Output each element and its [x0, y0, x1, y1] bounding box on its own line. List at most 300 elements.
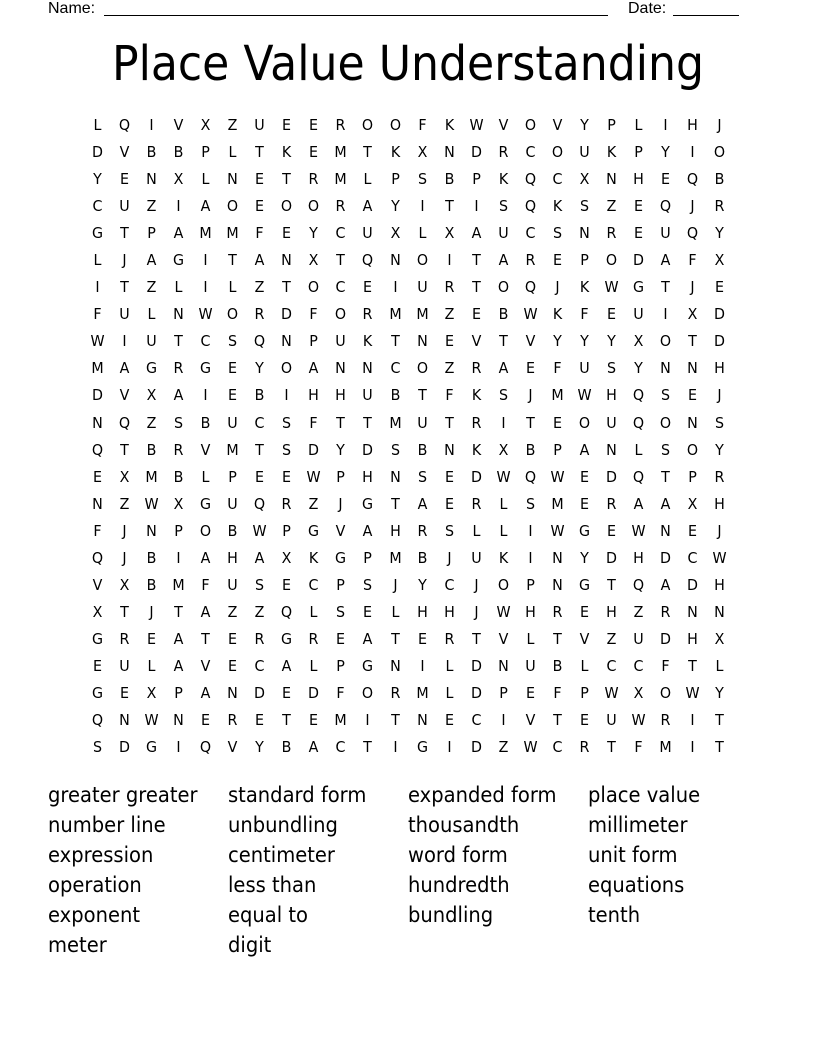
grid-cell[interactable]: U	[227, 413, 238, 432]
grid-cell[interactable]: Z	[146, 197, 157, 216]
grid-cell[interactable]: C	[390, 359, 401, 378]
grid-cell[interactable]: O	[713, 143, 726, 162]
grid-cell[interactable]: L	[445, 683, 454, 702]
grid-cell[interactable]: O	[362, 116, 374, 134]
grid-cell[interactable]: C	[552, 738, 563, 757]
grid-cell[interactable]: I	[663, 116, 668, 134]
grid-cell[interactable]: W	[685, 683, 700, 702]
grid-cell[interactable]: K	[498, 548, 508, 567]
grid-cell[interactable]: I	[447, 738, 452, 757]
grid-cell[interactable]: N	[146, 170, 157, 189]
grid-cell[interactable]: N	[146, 521, 157, 540]
grid-cell[interactable]: F	[309, 305, 319, 324]
grid-cell[interactable]: Q	[524, 467, 536, 486]
grid-cell[interactable]: W	[577, 386, 592, 405]
grid-cell[interactable]: R	[471, 494, 482, 513]
grid-cell[interactable]: A	[200, 602, 211, 621]
grid-cell[interactable]: M	[415, 305, 429, 324]
grid-cell[interactable]: M	[388, 413, 402, 432]
grid-cell[interactable]: N	[119, 711, 130, 730]
grid-cell[interactable]: K	[471, 386, 481, 405]
grid-cell[interactable]: J	[122, 251, 127, 270]
grid-cell[interactable]: R	[254, 305, 265, 324]
grid-cell[interactable]: M	[388, 305, 402, 324]
grid-cell[interactable]: K	[471, 440, 481, 459]
grid-cell[interactable]: O	[416, 251, 428, 270]
grid-cell[interactable]: H	[308, 386, 320, 405]
grid-cell[interactable]: K	[552, 197, 562, 216]
grid-cell[interactable]: Z	[227, 602, 238, 621]
grid-cell[interactable]: O	[308, 278, 320, 297]
grid-cell[interactable]: O	[362, 683, 374, 702]
grid-cell[interactable]: Q	[632, 575, 645, 594]
grid-cell[interactable]: C	[444, 575, 455, 594]
grid-cell[interactable]: B	[146, 575, 157, 594]
grid-cell[interactable]: D	[470, 738, 482, 757]
grid-cell[interactable]: O	[605, 251, 618, 270]
grid-cell[interactable]: P	[580, 251, 589, 270]
grid-cell[interactable]: M	[334, 170, 348, 189]
grid-cell[interactable]: A	[363, 197, 373, 216]
grid-cell[interactable]: Z	[498, 738, 509, 757]
grid-cell[interactable]: A	[309, 738, 319, 757]
grid-cell[interactable]: N	[443, 143, 455, 162]
grid-cell[interactable]: Q	[524, 278, 536, 297]
grid-cell[interactable]: T	[336, 413, 346, 432]
grid-cell[interactable]: E	[552, 413, 562, 432]
grid-cell[interactable]: Q	[632, 467, 645, 486]
grid-cell[interactable]: J	[474, 575, 479, 594]
grid-cell[interactable]: G	[578, 575, 590, 594]
grid-cell[interactable]: D	[714, 332, 726, 351]
grid-cell[interactable]: D	[92, 386, 104, 405]
grid-cell[interactable]: S	[363, 575, 373, 594]
grid-cell[interactable]: E	[120, 170, 130, 189]
grid-cell[interactable]: W	[604, 683, 619, 702]
grid-cell[interactable]: F	[255, 224, 264, 243]
grid-cell[interactable]: W	[523, 305, 538, 324]
grid-cell[interactable]: V	[173, 116, 184, 134]
grid-cell[interactable]: X	[687, 494, 698, 513]
grid-cell[interactable]: M	[551, 494, 564, 513]
grid-cell[interactable]: L	[634, 116, 643, 134]
grid-cell[interactable]: G	[146, 359, 158, 378]
grid-cell[interactable]: F	[309, 413, 319, 432]
grid-cell[interactable]: H	[714, 575, 725, 594]
grid-cell[interactable]: A	[119, 359, 130, 378]
grid-cell[interactable]: E	[282, 575, 292, 594]
grid-cell[interactable]: E	[93, 656, 103, 675]
grid-cell[interactable]: X	[92, 602, 103, 621]
grid-cell[interactable]: O	[551, 143, 563, 162]
grid-cell[interactable]: Q	[91, 440, 104, 459]
grid-cell[interactable]: D	[119, 738, 131, 757]
grid-cell[interactable]: H	[687, 116, 698, 134]
grid-cell[interactable]: J	[149, 602, 154, 621]
grid-cell[interactable]: T	[552, 711, 562, 730]
grid-cell[interactable]: C	[471, 711, 482, 730]
grid-cell[interactable]: N	[714, 602, 725, 621]
grid-cell[interactable]: X	[173, 170, 184, 189]
grid-cell[interactable]: O	[578, 413, 590, 432]
grid-cell[interactable]: T	[417, 386, 427, 405]
grid-cell[interactable]: S	[579, 197, 589, 216]
grid-cell[interactable]: P	[688, 467, 697, 486]
grid-cell[interactable]: T	[715, 711, 724, 730]
grid-cell[interactable]: T	[498, 332, 508, 351]
grid-cell[interactable]: E	[309, 143, 319, 162]
grid-cell[interactable]: G	[362, 656, 374, 675]
grid-cell[interactable]: R	[281, 494, 292, 513]
grid-cell[interactable]: M	[226, 224, 239, 243]
grid-cell[interactable]: C	[335, 224, 346, 243]
grid-cell[interactable]: Q	[118, 116, 131, 134]
grid-cell[interactable]: O	[497, 278, 509, 297]
grid-cell[interactable]: R	[444, 278, 455, 297]
grid-cell[interactable]: P	[282, 521, 292, 540]
grid-cell[interactable]: F	[336, 683, 346, 702]
grid-cell[interactable]: A	[309, 359, 319, 378]
grid-cell[interactable]: B	[390, 386, 400, 405]
grid-cell[interactable]: U	[579, 143, 590, 162]
grid-cell[interactable]: R	[471, 359, 482, 378]
grid-cell[interactable]: X	[687, 305, 698, 324]
grid-cell[interactable]: T	[661, 278, 670, 297]
grid-cell[interactable]: T	[336, 251, 346, 270]
grid-cell[interactable]: N	[579, 224, 590, 243]
grid-cell[interactable]: P	[607, 116, 616, 134]
grid-cell[interactable]: O	[659, 683, 672, 702]
grid-cell[interactable]: C	[525, 224, 536, 243]
grid-cell[interactable]: T	[607, 738, 616, 757]
grid-cell[interactable]: O	[227, 197, 239, 216]
grid-cell[interactable]: N	[497, 656, 509, 675]
grid-cell[interactable]: U	[633, 305, 644, 324]
grid-cell[interactable]: P	[174, 521, 183, 540]
grid-cell[interactable]: N	[606, 170, 617, 189]
grid-cell[interactable]: J	[392, 575, 398, 594]
grid-cell[interactable]: X	[173, 494, 184, 513]
grid-cell[interactable]: X	[633, 683, 644, 702]
grid-cell[interactable]: P	[553, 440, 562, 459]
grid-cell[interactable]: W	[496, 467, 511, 486]
grid-cell[interactable]: X	[714, 629, 725, 648]
grid-cell[interactable]: T	[363, 413, 373, 432]
grid-cell[interactable]: T	[174, 602, 184, 621]
grid-cell[interactable]: W	[198, 305, 213, 324]
grid-cell[interactable]: T	[390, 629, 400, 648]
grid-cell[interactable]: O	[227, 305, 239, 324]
grid-cell[interactable]: D	[470, 467, 482, 486]
grid-cell[interactable]: B	[281, 738, 292, 757]
grid-cell[interactable]: T	[390, 332, 400, 351]
grid-cell[interactable]: U	[362, 386, 374, 405]
grid-cell[interactable]: H	[443, 602, 455, 621]
grid-cell[interactable]: I	[365, 711, 371, 730]
grid-cell[interactable]: P	[580, 683, 589, 702]
grid-cell[interactable]: S	[660, 386, 671, 405]
grid-cell[interactable]: E	[579, 494, 589, 513]
grid-cell[interactable]: A	[200, 197, 211, 216]
grid-cell[interactable]: M	[91, 359, 104, 378]
grid-cell[interactable]: Z	[254, 602, 265, 621]
grid-cell[interactable]: E	[201, 711, 211, 730]
grid-cell[interactable]: N	[92, 413, 103, 432]
grid-cell[interactable]: V	[336, 521, 346, 540]
grid-cell[interactable]: D	[714, 305, 726, 324]
grid-cell[interactable]: N	[416, 332, 428, 351]
grid-cell[interactable]: S	[525, 494, 535, 513]
grid-cell[interactable]: D	[470, 143, 482, 162]
grid-cell[interactable]: K	[444, 116, 454, 134]
grid-cell[interactable]: P	[336, 656, 346, 675]
grid-cell[interactable]: D	[470, 683, 482, 702]
grid-cell[interactable]: U	[416, 413, 428, 432]
grid-cell[interactable]: Z	[227, 116, 238, 134]
grid-cell[interactable]: T	[282, 278, 292, 297]
grid-cell[interactable]: L	[147, 656, 156, 675]
grid-cell[interactable]: T	[228, 251, 238, 270]
grid-cell[interactable]: I	[122, 332, 127, 351]
grid-cell[interactable]: T	[201, 629, 211, 648]
grid-cell[interactable]: E	[579, 467, 589, 486]
grid-cell[interactable]: L	[391, 602, 400, 621]
grid-cell[interactable]: T	[390, 494, 400, 513]
grid-cell[interactable]: R	[660, 711, 671, 730]
grid-cell[interactable]: I	[690, 143, 695, 162]
grid-cell[interactable]: R	[525, 251, 536, 270]
grid-cell[interactable]: R	[227, 711, 238, 730]
grid-cell[interactable]: K	[498, 170, 508, 189]
grid-cell[interactable]: O	[659, 332, 672, 351]
grid-cell[interactable]: L	[228, 143, 237, 162]
grid-cell[interactable]: I	[95, 278, 100, 297]
grid-cell[interactable]: Y	[390, 197, 400, 216]
grid-cell[interactable]: U	[119, 197, 130, 216]
grid-cell[interactable]: E	[93, 467, 103, 486]
grid-cell[interactable]: E	[471, 305, 481, 324]
grid-cell[interactable]: N	[551, 575, 563, 594]
grid-cell[interactable]: J	[717, 521, 722, 540]
grid-cell[interactable]: W	[712, 548, 727, 567]
grid-cell[interactable]: G	[173, 251, 185, 270]
grid-cell[interactable]: E	[525, 359, 535, 378]
grid-cell[interactable]: E	[255, 170, 265, 189]
grid-cell[interactable]: M	[334, 711, 348, 730]
grid-cell[interactable]: W	[469, 116, 484, 134]
grid-cell[interactable]: Q	[362, 251, 374, 270]
grid-cell[interactable]: S	[228, 332, 238, 351]
grid-cell[interactable]: A	[660, 575, 671, 594]
grid-cell[interactable]: R	[714, 467, 725, 486]
grid-cell[interactable]: U	[227, 575, 238, 594]
grid-cell[interactable]: C	[308, 575, 319, 594]
grid-cell[interactable]: C	[335, 278, 346, 297]
grid-cell[interactable]: A	[173, 656, 184, 675]
grid-cell[interactable]: T	[525, 413, 535, 432]
grid-cell[interactable]: E	[715, 278, 725, 297]
grid-cell[interactable]: U	[606, 413, 617, 432]
grid-cell[interactable]: W	[144, 494, 159, 513]
grid-cell[interactable]: N	[443, 440, 455, 459]
grid-cell[interactable]: E	[255, 197, 265, 216]
grid-cell[interactable]: O	[308, 197, 320, 216]
grid-cell[interactable]: A	[173, 386, 184, 405]
grid-cell[interactable]: T	[363, 738, 373, 757]
grid-cell[interactable]: J	[447, 548, 452, 567]
grid-cell[interactable]: N	[227, 683, 239, 702]
grid-cell[interactable]: R	[606, 224, 617, 243]
grid-cell[interactable]: X	[119, 467, 130, 486]
grid-cell[interactable]: Q	[659, 197, 672, 216]
grid-cell[interactable]: A	[579, 440, 590, 459]
grid-cell[interactable]: I	[419, 656, 425, 675]
grid-cell[interactable]: C	[254, 656, 265, 675]
grid-cell[interactable]: L	[309, 602, 318, 621]
grid-cell[interactable]: Y	[607, 332, 616, 351]
grid-cell[interactable]: P	[309, 332, 319, 351]
grid-cell[interactable]: S	[255, 575, 265, 594]
grid-cell[interactable]: H	[362, 467, 374, 486]
grid-cell[interactable]: I	[419, 197, 425, 216]
grid-cell[interactable]: B	[227, 521, 238, 540]
grid-cell[interactable]: Y	[552, 332, 562, 351]
grid-cell[interactable]: P	[174, 683, 183, 702]
grid-cell[interactable]: Z	[254, 278, 265, 297]
grid-cell[interactable]: G	[91, 683, 104, 702]
grid-cell[interactable]: F	[417, 116, 427, 134]
grid-cell[interactable]: X	[309, 251, 319, 270]
grid-cell[interactable]: D	[687, 575, 699, 594]
grid-cell[interactable]: E	[228, 386, 238, 405]
grid-cell[interactable]: T	[255, 143, 265, 162]
grid-cell[interactable]: E	[309, 711, 319, 730]
grid-cell[interactable]: V	[119, 386, 130, 405]
grid-cell[interactable]: Q	[91, 548, 104, 567]
grid-cell[interactable]: S	[417, 467, 427, 486]
grid-cell[interactable]: L	[364, 170, 372, 189]
grid-cell[interactable]: U	[579, 359, 590, 378]
grid-cell[interactable]: T	[552, 629, 562, 648]
grid-cell[interactable]: N	[389, 467, 401, 486]
grid-cell[interactable]: C	[606, 656, 617, 675]
grid-cell[interactable]: A	[660, 494, 671, 513]
grid-cell[interactable]: O	[389, 116, 401, 134]
grid-cell[interactable]: R	[119, 629, 130, 648]
grid-cell[interactable]: X	[281, 548, 292, 567]
grid-cell[interactable]: T	[282, 711, 292, 730]
grid-cell[interactable]: N	[687, 602, 698, 621]
grid-cell[interactable]: O	[416, 359, 428, 378]
grid-cell[interactable]: T	[688, 656, 697, 675]
grid-cell[interactable]: L	[418, 224, 427, 243]
grid-cell[interactable]: E	[633, 197, 643, 216]
grid-cell[interactable]: T	[715, 738, 724, 757]
grid-cell[interactable]: I	[203, 386, 208, 405]
grid-cell[interactable]: E	[688, 521, 698, 540]
grid-cell[interactable]: X	[417, 143, 427, 162]
grid-cell[interactable]: Z	[146, 413, 157, 432]
grid-cell[interactable]: E	[363, 278, 373, 297]
grid-cell[interactable]: X	[146, 683, 157, 702]
grid-cell[interactable]: F	[553, 359, 562, 378]
grid-cell[interactable]: H	[524, 602, 536, 621]
grid-cell[interactable]: Q	[524, 170, 536, 189]
grid-cell[interactable]: C	[254, 413, 265, 432]
grid-cell[interactable]: Z	[606, 629, 617, 648]
grid-cell[interactable]: G	[632, 278, 644, 297]
grid-cell[interactable]: O	[497, 575, 509, 594]
grid-cell[interactable]: N	[687, 359, 698, 378]
grid-cell[interactable]: H	[227, 548, 239, 567]
grid-cell[interactable]: B	[173, 467, 184, 486]
grid-cell[interactable]: U	[146, 332, 157, 351]
grid-cell[interactable]: N	[551, 548, 563, 567]
grid-cell[interactable]: A	[660, 251, 671, 270]
grid-cell[interactable]: N	[227, 170, 239, 189]
grid-cell[interactable]: N	[335, 359, 347, 378]
grid-cell[interactable]: O	[281, 359, 293, 378]
grid-cell[interactable]: Q	[632, 413, 645, 432]
grid-cell[interactable]: D	[605, 548, 617, 567]
grid-cell[interactable]: V	[525, 332, 536, 351]
grid-cell[interactable]: I	[176, 548, 181, 567]
grid-cell[interactable]: X	[390, 224, 400, 243]
grid-cell[interactable]: V	[552, 116, 563, 134]
grid-cell[interactable]: R	[254, 629, 265, 648]
grid-cell[interactable]: D	[281, 305, 293, 324]
grid-cell[interactable]: N	[660, 359, 671, 378]
grid-cell[interactable]: Y	[255, 359, 265, 378]
grid-cell[interactable]: R	[173, 359, 184, 378]
grid-cell[interactable]: C	[525, 143, 536, 162]
grid-cell[interactable]: V	[227, 738, 238, 757]
grid-cell[interactable]: R	[308, 629, 319, 648]
grid-cell[interactable]: L	[445, 656, 454, 675]
grid-cell[interactable]: J	[690, 278, 695, 297]
grid-cell[interactable]: G	[91, 224, 104, 243]
grid-cell[interactable]: M	[551, 386, 564, 405]
grid-cell[interactable]: F	[661, 656, 670, 675]
grid-cell[interactable]: T	[390, 711, 400, 730]
grid-cell[interactable]: B	[254, 386, 265, 405]
grid-cell[interactable]: O	[659, 413, 672, 432]
grid-cell[interactable]: R	[579, 738, 590, 757]
grid-cell[interactable]: V	[498, 629, 509, 648]
grid-cell[interactable]: V	[525, 711, 536, 730]
grid-cell[interactable]: E	[444, 332, 454, 351]
grid-cell[interactable]: T	[120, 602, 129, 621]
grid-cell[interactable]: A	[281, 656, 292, 675]
grid-cell[interactable]: N	[281, 332, 293, 351]
grid-cell[interactable]: M	[172, 575, 185, 594]
grid-cell[interactable]: Q	[686, 224, 699, 243]
grid-cell[interactable]: W	[550, 521, 565, 540]
grid-cell[interactable]: C	[335, 738, 346, 757]
grid-cell[interactable]: F	[553, 683, 562, 702]
grid-cell[interactable]: A	[471, 224, 482, 243]
grid-cell[interactable]: I	[447, 251, 452, 270]
grid-cell[interactable]: F	[634, 738, 643, 757]
grid-cell[interactable]: B	[444, 170, 455, 189]
grid-cell[interactable]: E	[228, 656, 238, 675]
grid-cell[interactable]: T	[471, 278, 481, 297]
grid-cell[interactable]: I	[284, 386, 289, 405]
grid-cell[interactable]: W	[604, 278, 619, 297]
grid-cell[interactable]: D	[92, 143, 104, 162]
grid-cell[interactable]: S	[715, 413, 725, 432]
grid-cell[interactable]: K	[282, 143, 292, 162]
